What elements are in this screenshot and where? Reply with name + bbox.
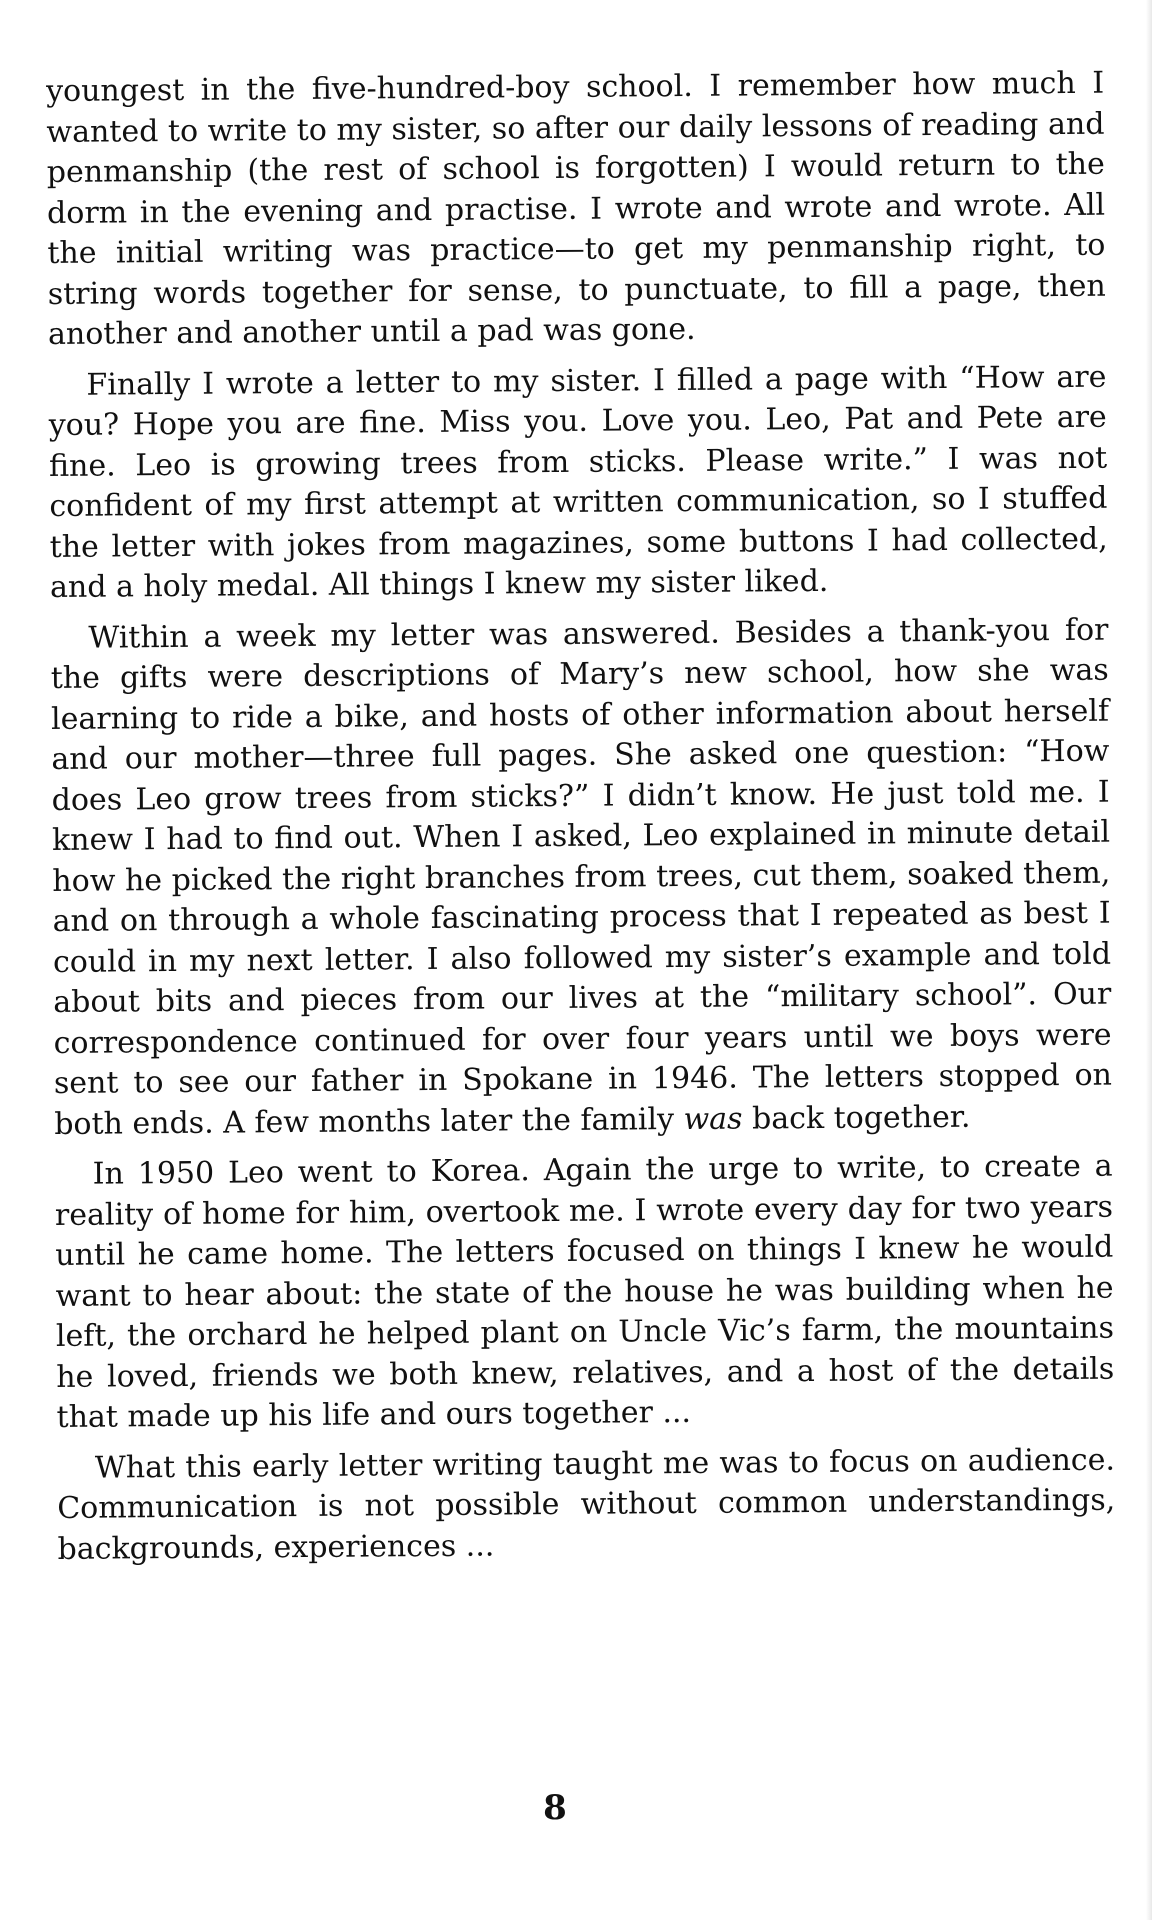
paragraph-1: youngest in the five-hundred-boy school. I remember how much I wanted to write to my sister, so after our daily lessons of reading and penmanship (the rest of school is forgotten) I would return to the dorm in the evening and practise. I wrote and wrote and wrote. All the initial writing was practice—to get my penmanship right, to string words together for sense, to punctuate, to fill a page, then another and another until a pad was gone. (46, 65, 1106, 352)
paragraph-2: Finally I wrote a letter to my sister. I filled a page with “How are you? Hope you are fine. Miss you. Love you. Leo, Pat and Pete are fine. Leo is growing trees from sticks. Please write.” I was not confident of my first attempt at written communication, so I stuffed the letter with jokes from magazines, some buttons I had collected, and a holy medal. All things I knew my sister liked. (48, 359, 1108, 605)
paragraph-3: Within a week my letter was answered. Besides a thank-you for the gifts were descriptions of Mary’s new school, how she was learning to ride a bike, and hosts of other information about herself and our mother—three full pages. She asked one question: “How does Leo grow trees from sticks?” I didn’t know. He just told me. I knew I had to find out. When I asked, Leo explained in minute detail how he picked the right branches from trees, cut them, soaked them, and on through a whole fascinating process that I repeated as best I could in my next letter. I also followed my sister’s example and told about bits and pieces from our lives at the “military school”. Our correspondence continued for over four years until we boys were sent to see our father in Spokane in 1946. The letters stopped on both ends. A few months later the family was back together. (50, 612, 1113, 1142)
paragraph-4: In 1950 Leo went to Korea. Again the urge to write, to create a reality of home for him, overtook me. I wrote every day for two years until he came home. The letters focused on things I knew he would want to hear about: the state of the house he was building when he left, the orchard he helped plant on Uncle Vic’s farm, the mountains he loved, friends we both knew, relatives, and a host of the details that made up his life and ours together ... (54, 1148, 1115, 1435)
page-number: 8 (543, 1788, 567, 1828)
body-text (46, 64, 1116, 1580)
emphasized-word: was (683, 1101, 743, 1137)
paragraph-5: What this early letter writing taught me was to focus on audience. Communication is not possible without common understandings, backgrounds, experiences ... (57, 1442, 1116, 1567)
page-edge-shadow (1146, 0, 1152, 1920)
